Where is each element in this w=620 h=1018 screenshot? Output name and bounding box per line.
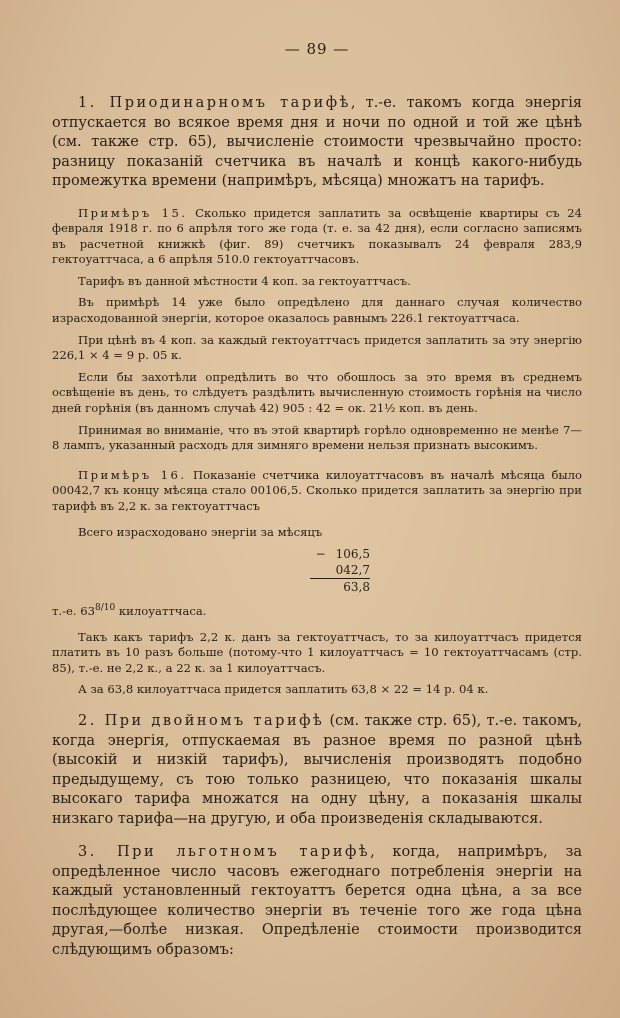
section-3 [52, 843, 582, 960]
section-3-heading: 3. При льготномъ тарифѣ [78, 844, 371, 861]
example-15-average: Если бы захотѣли опредѣлить во что обошлось за это время въ среднемъ освѣщеніе въ день, то слѣдуетъ раздѣлить вычисленную стоимость горѣнія на число дней горѣнія (въ данномъ случаѣ 42) 905 : 42 = ок. 21½ коп. въ день. [52, 369, 582, 416]
example-15 [52, 206, 582, 268]
example-15-conclusion: Принимая во вниманіе, что въ этой квартирѣ горѣло одновременно не менѣе 7—8 лампъ, указанный расходъ для зимняго времени нельзя признать высокимъ. [52, 422, 582, 453]
section-2-text: (см. также стр. 65), т.-е. такомъ, когда энергія, отпускаемая въ разное время по разной цѣнѣ (высокій и низкій тарифъ), вычисленія производятъ подобно предыдущему, съ тою только разницею, что показанія шкалы высокаго тарифа множатся на одну цѣну, а показанія шкалы низкаго тарифа—на другую, и оба произведенія складываются. [52, 713, 583, 827]
subtraction-calc [310, 546, 370, 595]
example-16-result: т.-е. $63^{8/10}$ килоуаттчаса. [52, 603, 207, 619]
minus-sign: − [315, 547, 326, 562]
calc-subtrahend: 042,7 [310, 562, 370, 579]
example-16-text: Показаніе счетчика килоуаттчасовъ въ началѣ мѣсяца было 00042,7 къ концу мѣсяца стало 00106,5. Сколько придется заплатить за энергію при тарифѣ въ 2,2 к. за гектоуаттчасъ [52, 467, 582, 513]
example-15-text: Сколько придется заплатить за освѣщеніе квартиры съ 24 февраля 1918 г. по 6 апрѣля того же года (т. е. за 42 дня), если согласно записямъ въ расчетной книжкѣ (фиг. 89) счетчикъ показывалъ 24 февраля 283,9 гектоуаттчаса, а 6 апрѣля 510.0 гектоуаттчасовъ. [52, 205, 582, 267]
calc-minuend: 106,5 [335, 547, 370, 562]
section-2 [52, 712, 582, 829]
example-15-cost: При цѣнѣ въ 4 коп. за каждый гектоуаттчасъ придется заплатить за эту энергію 226,1 × 4 = 9 р. 05 к. [52, 332, 582, 363]
example-16-total-label: Всего израсходовано энергіи за мѣсяцъ [78, 524, 323, 539]
section-1-text: , т.-е. такомъ когда энергія отпускается во всякое время дня и ночи по одной и той же цѣнѣ (см. также стр. 65), вычисленіе стоимости чрезвычайно просто: разницу показаній счетчика въ началѣ и концѣ какого-нибудь промежутка времени (напримѣръ, мѣсяца) множатъ на тарифъ. [52, 95, 582, 189]
example-16-cost: А за 63,8 килоуаттчаса придется заплатить 63,8 × 22 = 14 р. 04 к. [78, 682, 489, 697]
example-16-conversion: Такъ какъ тарифъ 2,2 к. данъ за гектоуаттчасъ, то за килоуаттчасъ придется платить въ 10 разъ больше (потому-что 1 килоуаттчасъ = 10 гектоуаттчасамъ (стр. 85), т.-е. не 2,2 к., а 22 к. за 1 килоуаттчасъ. [52, 629, 582, 675]
example-16-heading: Примѣръ 16. [78, 467, 187, 482]
section-1-heading: 1. Приодинарномъ тарифѣ [78, 95, 351, 111]
example-15-energy: Въ примѣрѣ 14 уже было опредѣлено для даннаго случая количество израсходованной энергіи, которое оказалось равнымъ 226.1 гектоуаттчаса. [52, 295, 582, 326]
section-2-heading: 2. При двойномъ тарифѣ [78, 713, 325, 730]
calc-result: 63,8 [343, 580, 370, 595]
example-16 [52, 468, 582, 515]
example-15-tariff: Тарифъ въ данной мѣстности 4 коп. за гектоуаттчасъ. [78, 273, 411, 288]
section-3-text: , когда, напримѣръ, за опредѣленное число часовъ ежегоднаго потребленія энергіи на каждый установленный гектоуаттъ берется одна цѣна, а за все послѣдующее количество энергіи въ теченіе того же года цѣна другая,—болѣе низкая. Опредѣленіе стоимости производится слѣдующимъ образомъ: [52, 844, 582, 958]
fraction: 8/10 [95, 603, 116, 614]
example-15-heading: Примѣръ 15. [78, 205, 188, 220]
section-1 [52, 94, 582, 192]
page-number: — 89 — [284, 40, 350, 58]
